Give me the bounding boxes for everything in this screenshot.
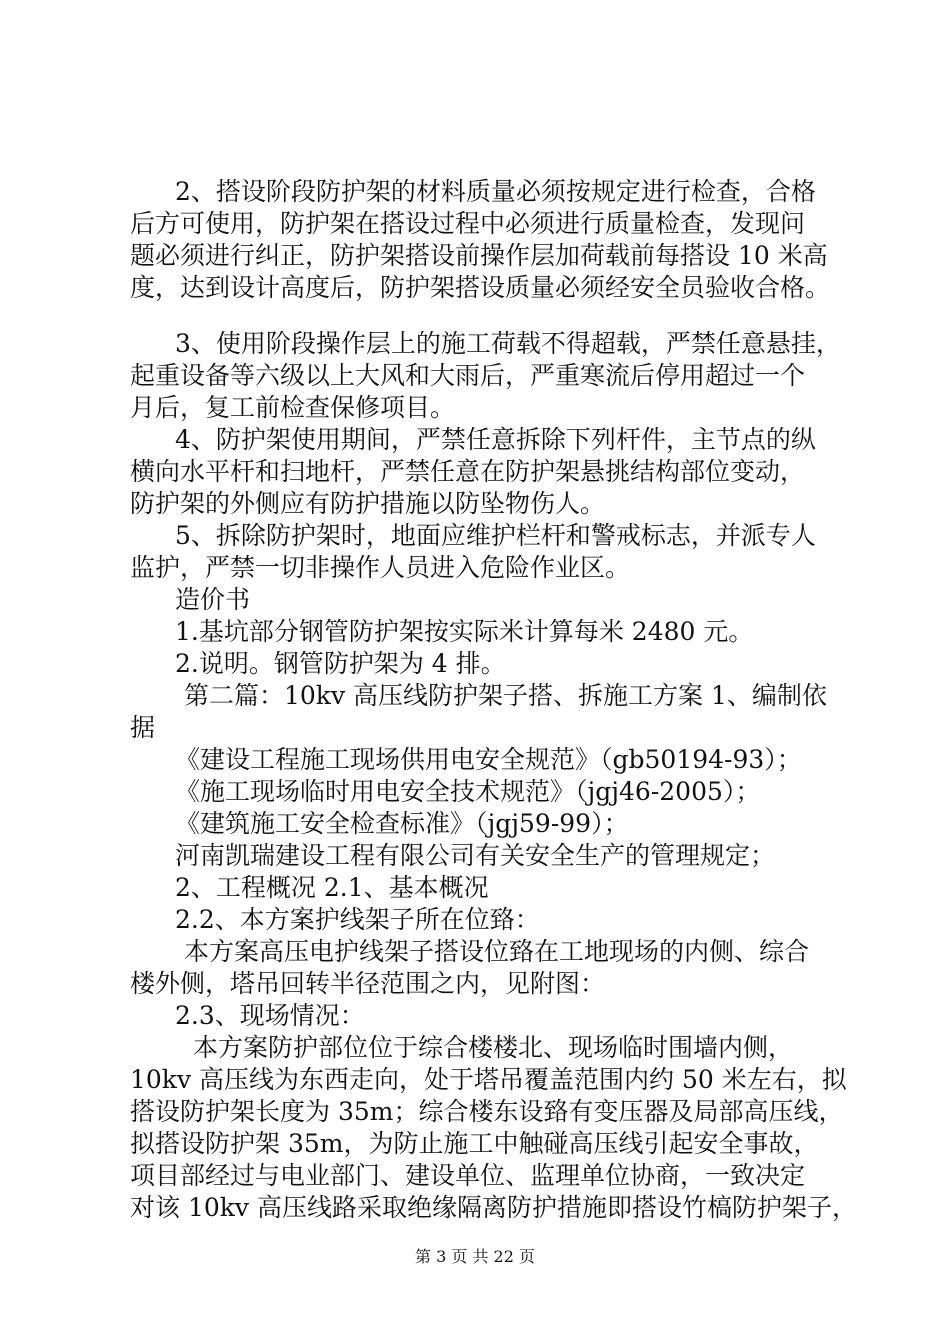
text-line: 度，达到设计高度后，防护架搭设质量必须经安全员验收合格。 [130, 273, 831, 302]
text-line: 第二篇：10kv 高压线防护架子搭、拆施工方案 1、编制依 [184, 681, 827, 710]
text-line: 监护，严禁一切非操作人员进入危险作业区。 [130, 553, 631, 582]
text-line: 月后，复工前检查保修项目。 [130, 393, 456, 422]
text-line: 2、工程概况 2.1、基本概况 [175, 873, 489, 902]
text-line: 横向水平杆和扫地杆，严禁任意在防护架悬挑结构部位变动， [130, 457, 806, 486]
text-line: 起重设备等六级以上大风和大雨后，严重寒流后停用超过一个 [130, 361, 806, 390]
text-line: 本方案高压电护线架子搭设位臵在工地现场的内侧、综合 [184, 937, 810, 966]
text-line: 后方可使用，防护架在搭设过程中必须进行质量检查，发现问 [130, 209, 806, 238]
text-line: 项目部经过与电业部门、建设单位、监理单位协商，一致决定 [130, 1161, 806, 1190]
text-line: 防护架的外侧应有防护措施以防坠物伤人。 [130, 489, 606, 518]
text-line: 搭设防护架长度为 35m；综合楼东设臵有变压器及局部高压线， [130, 1097, 844, 1126]
text-line: 4、防护架使用期间，严禁任意拆除下列杆件，主节点的纵 [175, 425, 816, 454]
text-line: 10kv 高压线为东西走向，处于塔吊覆盖范围内约 50 米左右，拟 [130, 1065, 847, 1094]
text-line: 河南凯瑞建设工程有限公司有关安全生产的管理规定； [175, 841, 776, 870]
text-line: 2.说明。钢管防护架为 4 排。 [175, 649, 506, 678]
text-line: 拟搭设防护架 35m，为防止施工中触碰高压线引起安全事故， [130, 1129, 819, 1158]
text-line: 3、使用阶段操作层上的施工荷载不得超载，严禁任意悬挂， [175, 329, 841, 358]
text-line: 2.2、本方案护线架子所在位臵： [175, 905, 540, 934]
page-number-footer: 第 3 页 共 22 页 [415, 1247, 535, 1266]
text-line: 对该 10kv 高压线路采取绝缘隔离防护措施即搭设竹槁防护架子， [130, 1193, 857, 1222]
text-line: 本方案防护部位位于综合楼楼北、现场临时围墙内侧， [193, 1033, 794, 1062]
text-line: 据 [130, 713, 156, 742]
text-line: 楼外侧，塔吊回转半径范围之内，见附图： [130, 969, 606, 998]
text-line: 2、搭设阶段防护架的材料质量必须按规定进行检查，合格 [175, 177, 816, 206]
text-line: 1.基坑部分钢管防护架按实际米计算每米 2480 元。 [175, 617, 754, 646]
text-line: 造价书 [175, 585, 251, 614]
text-line: 题必须进行纠正，防护架搭设前操作层加荷载前每搭设 10 米高 [130, 241, 828, 270]
text-line: 《建筑施工安全检查标准》（jgj59-99）； [175, 809, 629, 838]
text-line: 2.3、现场情况： [175, 1001, 365, 1030]
text-line: 5、拆除防护架时，地面应维护栏杆和警戒标志，并派专人 [175, 521, 816, 550]
text-line: 《施工现场临时用电安全技术规范》（jgj46-2005）； [175, 777, 761, 806]
text-line: 《建设工程施工现场供用电安全规范》（gb50194-93）； [175, 745, 802, 774]
